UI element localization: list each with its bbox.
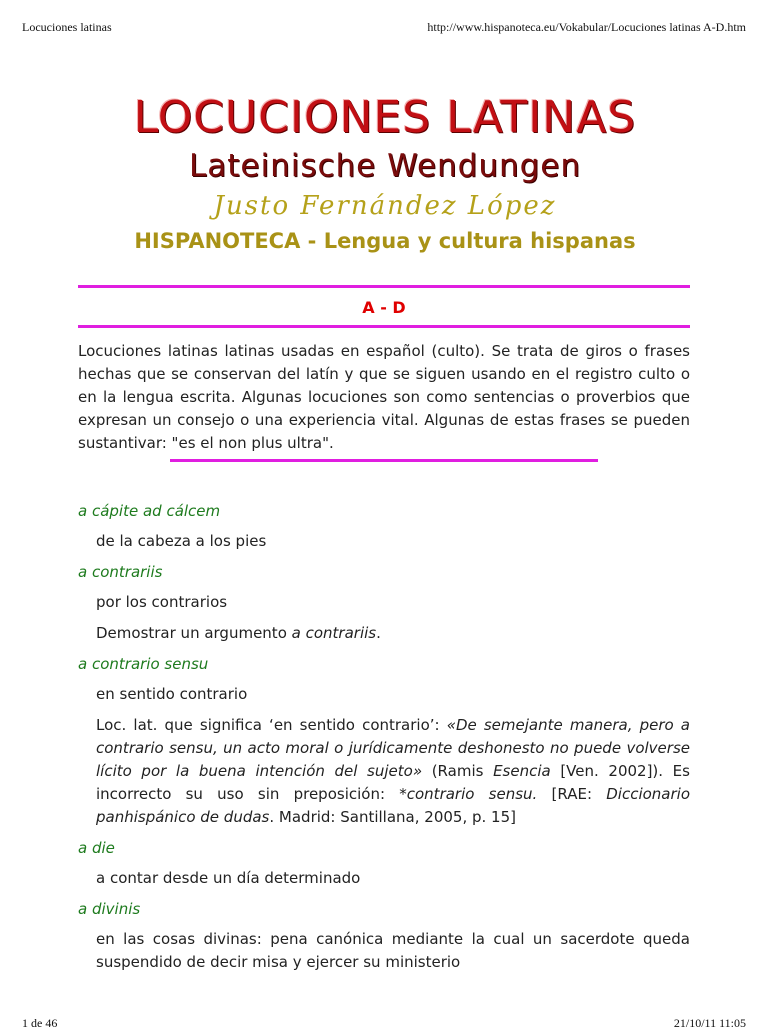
entry-definition: por los contrarios (96, 593, 228, 611)
note-text: [RAE: (537, 785, 607, 803)
note-text: (Ramis (422, 762, 494, 780)
entry-example (96, 622, 690, 645)
note-text: Loc. lat. que significa ‘en sentido contrario’: (96, 716, 447, 734)
note-text: . Madrid: Santillana, 2005, p. 15] (269, 808, 516, 826)
print-footer (22, 1016, 746, 1030)
entry-definition: en sentido contrario (96, 685, 248, 703)
banner-author: Justo Fernández López (213, 191, 557, 221)
entry-term: a contrariis (78, 563, 163, 581)
print-timestamp: 21/10/11 11:05 (673, 1016, 746, 1030)
banner-brand: HISPANOTECA - Lengua y cultura hispanas (134, 229, 636, 253)
note-source: Esencia (493, 762, 551, 780)
entry-definition: a contar desde un día determinado (96, 869, 361, 887)
note-incorrect: *contrario sensu. (399, 785, 538, 803)
banner-subtitle: Lateinische Wendungen (188, 148, 582, 184)
print-header-url: http://www.hispanoteca.eu/Vokabular/Locuciones latinas A-D.htm (427, 20, 746, 34)
entry-term: a divinis (78, 900, 141, 918)
print-header-title: Locuciones latinas (22, 20, 112, 34)
example-text: Demostrar un argumento (96, 624, 292, 642)
example-italic: a contrariis (291, 624, 377, 642)
note-quote: «De semejante manera, pero a contrario sensu, un acto moral o jurídicamente deshonesto no puede volverse lícito por la buena intención del sujeto» (96, 716, 690, 780)
entry-term: a die (78, 839, 115, 857)
divider-bottom (78, 325, 690, 328)
entry-term: a contrario sensu (78, 655, 209, 673)
banner-title: LOCUCIONES LATINAS (133, 92, 637, 143)
entry-definition: en las cosas divinas: pena canónica mediante la cual un sacerdote queda suspendido de decir misa y ejercer su ministerio (96, 930, 690, 971)
entry-definition: de la cabeza a los pies (96, 532, 267, 550)
entry-note (96, 714, 690, 829)
print-header (22, 20, 746, 38)
page-number: 1 de 46 (22, 1016, 58, 1030)
divider-top (78, 285, 690, 288)
intro-paragraph: Locuciones latinas latinas usadas en español (culto). Se trata de giros o frases hechas que se conservan del latín y que se siguen usando en el registro culto o en la lengua escrita. Algunas locuciones son como sentencias o proverbios que expresan un consejo o una experiencia vital. Algunas de estas frases se pueden sustantivar: "es el non plus ultra". (78, 342, 690, 452)
divider-intro (170, 459, 598, 462)
section-heading: A - D (362, 298, 406, 317)
example-suffix: . (376, 624, 381, 642)
banner (95, 88, 675, 266)
entries-list (78, 500, 690, 982)
note-dictionary: Diccionario panhispánico de dudas (96, 785, 691, 826)
entry-term: a cápite ad cálcem (78, 502, 221, 520)
note-text: [Ven. 2002]). Es incorrecto su uso sin preposición: (96, 762, 690, 803)
